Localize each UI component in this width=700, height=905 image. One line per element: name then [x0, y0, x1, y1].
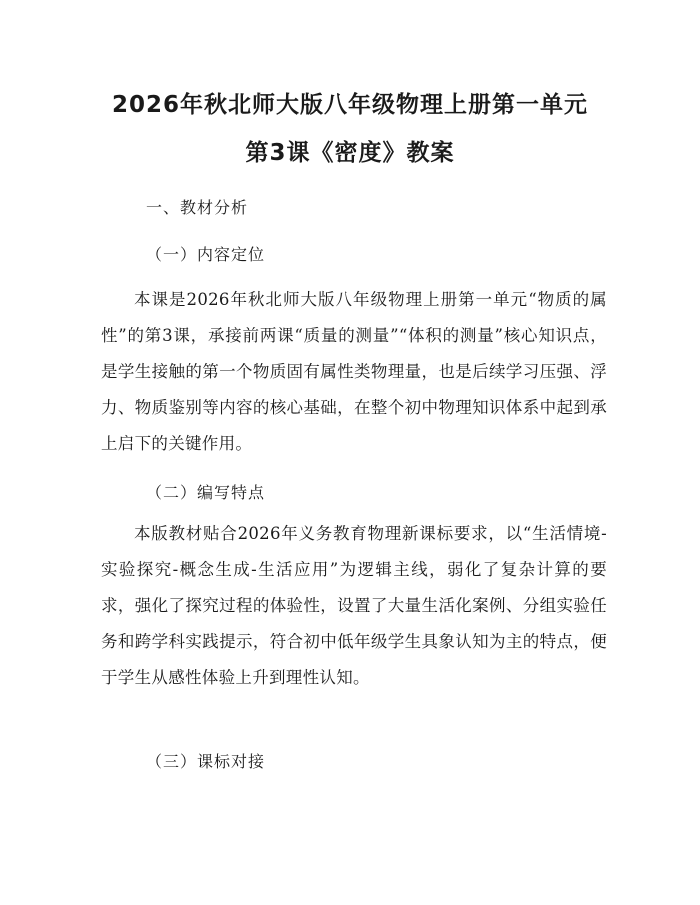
document-title-line2: 第3课《密度》教案 [245, 140, 455, 166]
subheading-writing-features: （二）编写特点 [146, 483, 266, 502]
paragraph-content-positioning: 本课是2026年秋北师大版八年级物理上册第一单元“物质的属性”的第3课，承接前两课“质量的测量”“体积的测量”核心知识点，是学生接触的第一个物质固有属性类物理量，也是后续学习压强、浮力、物质鉴别等内容的核心基础，在整个初中物理知识体系中起到承上启下的关键作用。 [101, 290, 607, 453]
subheading-content-positioning: （一）内容定位 [146, 245, 266, 264]
document-title-line1: 2026年秋北师大版八年级物理上册第一单元 [111, 92, 588, 118]
paragraph-writing-features: 本版教材贴合2026年义务教育物理新课标要求，以“生活情境-实验探究-概念生成-生活应用”为逻辑主线，弱化了复杂计算的要求，强化了探究过程的体验性，设置了大量生活化案例、分组实验任务和跨学科实践提示，符合初中低年级学生具象认知为主的特点，便于学生从感性体验上升到理性认知。 [101, 524, 607, 687]
subheading-curriculum-alignment: （三）课标对接 [146, 752, 266, 771]
section-heading-textbook-analysis: 一、教材分析 [146, 198, 249, 217]
